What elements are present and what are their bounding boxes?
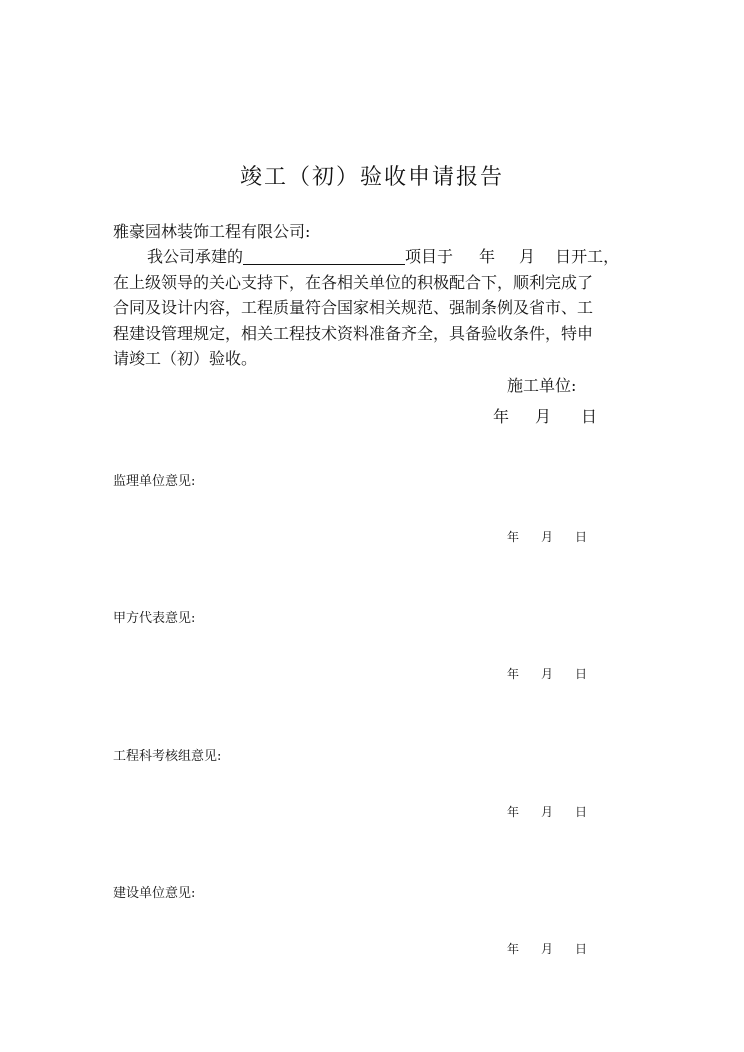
opinion-year: 年 bbox=[507, 805, 520, 819]
start-month-label: 月 bbox=[519, 247, 536, 266]
project-label: 项目于 bbox=[405, 247, 454, 266]
signature-date bbox=[493, 404, 597, 427]
body-line-5: 请竣工（初）验收。 bbox=[113, 349, 258, 368]
opinion-day: 日 bbox=[575, 942, 588, 956]
opinion-year: 年 bbox=[507, 942, 520, 956]
start-year-label: 年 bbox=[479, 247, 496, 266]
builder-opinion-label: 建设单位意见: bbox=[113, 886, 196, 901]
opinion-day: 日 bbox=[575, 667, 588, 681]
opinion-year: 年 bbox=[507, 667, 520, 681]
opinion-month: 月 bbox=[541, 942, 554, 956]
signature-month: 月 bbox=[535, 407, 552, 426]
opinion-day: 日 bbox=[575, 530, 588, 544]
document-title: 竣工（初）验收申请报告 bbox=[239, 165, 504, 190]
engineering-review-opinion-label: 工程科考核组意见: bbox=[113, 749, 222, 764]
start-day-label: 日开工， bbox=[555, 247, 620, 266]
body-prefix: 我公司承建的 bbox=[147, 247, 244, 266]
client-rep-opinion-date bbox=[507, 665, 587, 682]
opinion-month: 月 bbox=[541, 805, 554, 819]
body-line-3: 合同及设计内容，工程质量符合国家相关规范、强制条例及省市、工 bbox=[113, 298, 594, 317]
opinion-month: 月 bbox=[541, 667, 554, 681]
project-name-blank[interactable] bbox=[243, 246, 405, 265]
report-body bbox=[113, 244, 635, 372]
opinion-month: 月 bbox=[541, 530, 554, 544]
construction-unit-label: 施工单位: bbox=[507, 376, 577, 395]
builder-opinion-date bbox=[507, 940, 587, 957]
body-line-1 bbox=[113, 244, 635, 270]
body-line-4: 程建设管理规定，相关工程技术资料准备齐全，具备验收条件，特申 bbox=[113, 323, 594, 343]
supervision-opinion-label: 监理单位意见: bbox=[113, 474, 196, 489]
supervision-opinion-date bbox=[507, 528, 587, 545]
addressee: 雅豪园林装饰工程有限公司: bbox=[113, 222, 311, 241]
opinion-day: 日 bbox=[575, 805, 588, 819]
opinion-year: 年 bbox=[507, 530, 520, 544]
engineering-review-opinion-date bbox=[507, 803, 587, 820]
client-rep-opinion-label: 甲方代表意见: bbox=[113, 611, 196, 626]
signature-day: 日 bbox=[581, 407, 598, 426]
body-line-2: 在上级领导的关心支持下，在各相关单位的积极配合下，顺利完成了 bbox=[113, 272, 594, 292]
signature-year: 年 bbox=[493, 407, 510, 426]
